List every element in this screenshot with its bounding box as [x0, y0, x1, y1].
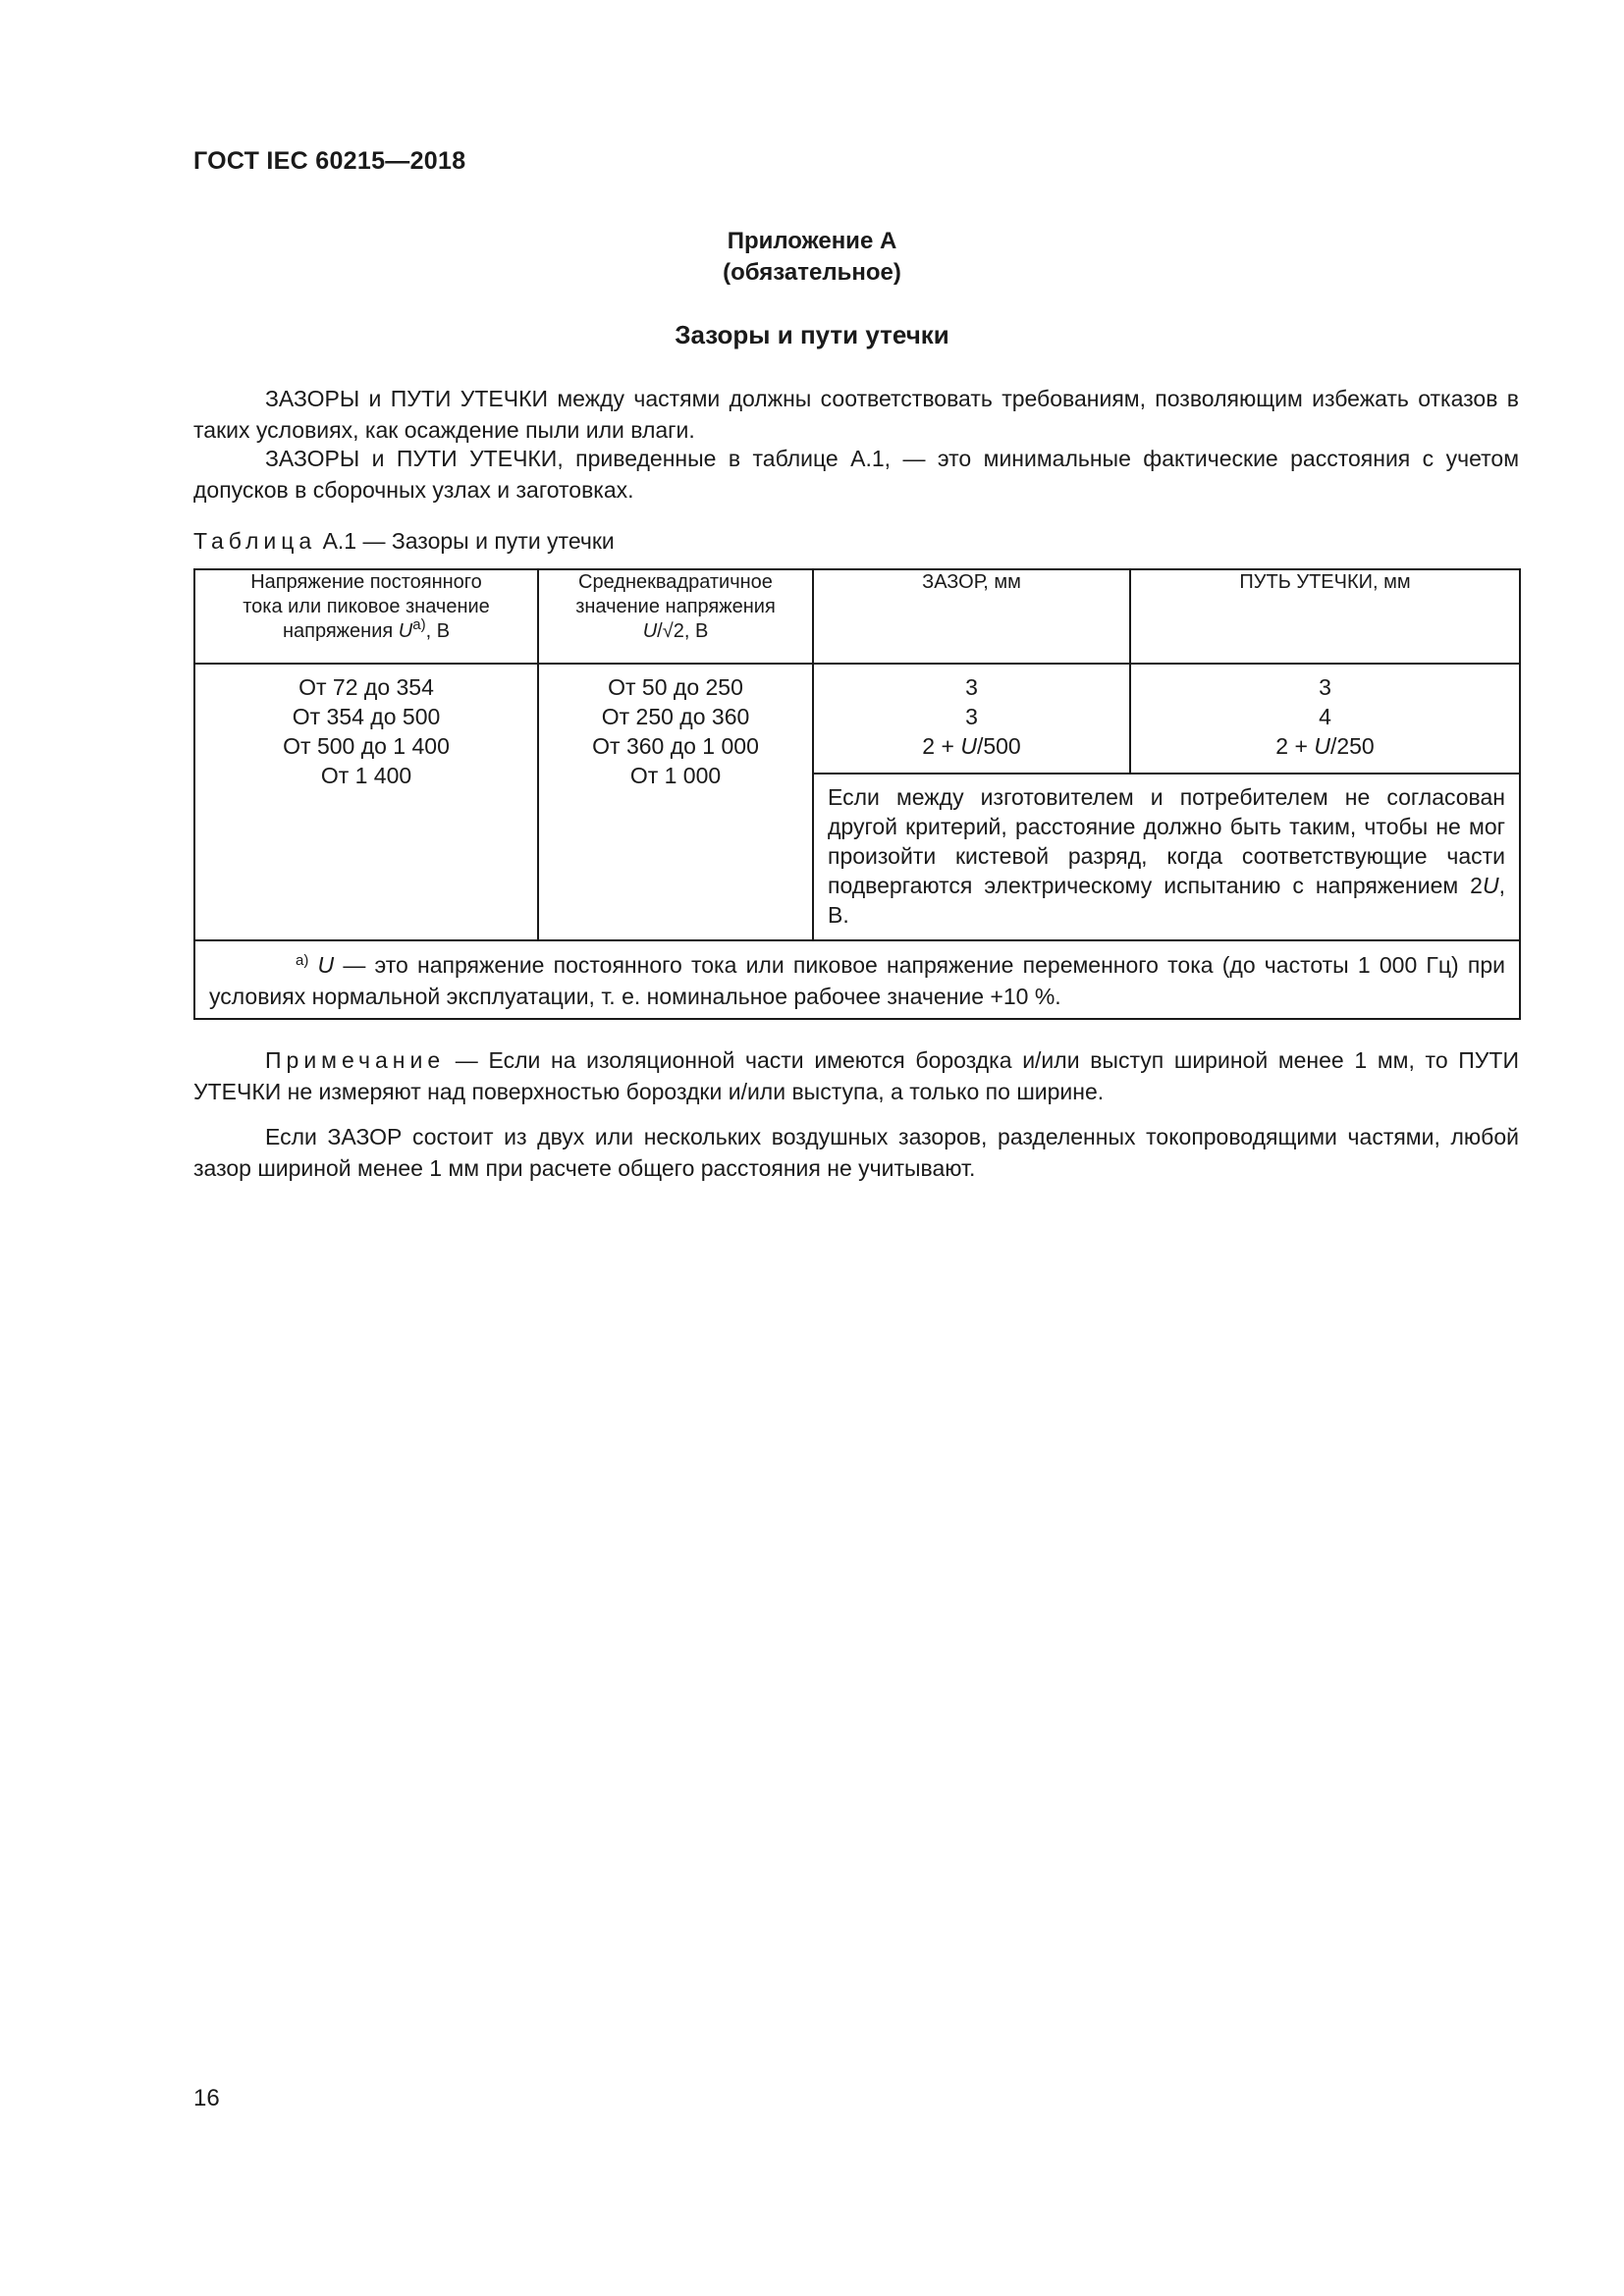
document-code: ГОСТ IEC 60215—2018 [193, 147, 466, 175]
note-text: — Если на изоляционной части имеются бороздка и/или выступ шириной менее 1 мм, то ПУТИ УТЕЧКИ не измеряют над поверхностью бороздки и/или выступа, а только по ширине. [193, 1047, 1519, 1104]
rms-voltage-4: От 1 000 [629, 763, 722, 788]
rms-voltage-2: От 250 до 360 [601, 704, 750, 729]
closing-paragraph-text: Если ЗАЗОР состоит из двух или нескольких воздушных зазоров, разделенных токопроводящими частями, любой зазор шириной менее 1 мм при расчете общего расстояния не учитывают. [193, 1124, 1519, 1181]
note-label: Примечание [265, 1047, 446, 1073]
creepage-1: 3 [1319, 674, 1331, 700]
header-dc-line2: тока или пиковое значение [243, 596, 490, 617]
creepage-2: 4 [1319, 704, 1331, 729]
merged-note-end: , В. [828, 873, 1505, 928]
clearance-formula-post: /500 [976, 733, 1021, 759]
rms-voltage-cell [538, 664, 813, 940]
dc-voltage-2: От 354 до 500 [292, 704, 441, 729]
footnote-text: — это напряжение постоянного тока или пиковое напряжение переменного тока (до частоты 1 000 Гц) при условиях нормальной эксплуатации, т. е. номинальное рабочее значение +10 %. [209, 952, 1505, 1009]
table-values-row [194, 664, 1520, 774]
rms-voltage-1: От 50 до 250 [608, 674, 743, 700]
clearance-formula-var: U [960, 733, 977, 759]
paragraph-1-text: ЗАЗОРЫ и ПУТИ УТЕЧКИ между частями должны соответствовать требованиям, позволяющим избежать отказов в таких условиях, как осаждение пыли или влаги. [193, 386, 1519, 443]
annex-title: Приложение А [727, 228, 897, 254]
header-rms-sqrt: /√2 [657, 620, 684, 642]
header-rms-var: U [642, 620, 658, 642]
creepage-formula-pre: 2 + [1275, 733, 1315, 759]
annex-heading [0, 226, 1624, 289]
header-rms-voltage [538, 569, 813, 664]
section-title: Зазоры и пути утечки [675, 320, 949, 349]
table-caption [193, 528, 615, 555]
dc-voltage-1: От 72 до 354 [298, 674, 434, 700]
header-dc-line1: Напряжение постоянного [250, 571, 482, 593]
annex-status: (обязательное) [723, 259, 901, 286]
clearance-1: 3 [965, 674, 978, 700]
closing-paragraph [193, 1121, 1519, 1184]
merged-note-var: U [1482, 873, 1499, 898]
header-rms-line2: значение напряжения [575, 596, 776, 617]
header-dc-line3: напряжения [282, 620, 399, 642]
header-dc-unit: , В [425, 620, 451, 642]
dc-voltage-cell [194, 664, 538, 940]
creepage-cell [1130, 664, 1520, 774]
clearance-2: 3 [965, 704, 978, 729]
table-caption-title: А.1 — Зазоры и пути утечки [316, 528, 615, 554]
header-rms-unit: , В [683, 620, 709, 642]
table-caption-label: Таблица [193, 528, 317, 554]
footnote-marker: а) [296, 952, 309, 969]
creepage-formula-var: U [1314, 733, 1330, 759]
table-header-row [194, 569, 1520, 664]
header-creepage: ПУТЬ УТЕЧКИ, мм [1130, 569, 1520, 664]
merged-note-cell [813, 774, 1520, 940]
header-dc-var: U [398, 620, 413, 642]
clearance-3 [814, 731, 1129, 761]
footnote-cell [194, 940, 1520, 1019]
creepage-formula-post: /250 [1329, 733, 1375, 759]
merged-note-text: Если между изготовителем и потребителем не согласован другой критерий, расстояние должно быть таким, чтобы не мог произойти кистевой разряд, когда соответствующие части подвергаются электрическому испытанию с напряжением 2 [828, 784, 1505, 898]
paragraph-2-text: ЗАЗОРЫ и ПУТИ УТЕЧКИ, приведенные в таблице А.1, — это минимальные фактические расстояния с учетом допусков в сборочных узлах и заготовках. [193, 446, 1519, 503]
clearance-table [193, 568, 1521, 1020]
creepage-3 [1131, 731, 1519, 761]
header-dc-voltage [194, 569, 538, 664]
dc-voltage-4: От 1 400 [320, 763, 412, 788]
dc-voltage-3: От 500 до 1 400 [283, 733, 450, 759]
footnote-var: U [317, 952, 335, 978]
paragraph-1 [193, 383, 1519, 446]
page-number: 16 [193, 2085, 220, 2111]
clearance-formula-pre: 2 + [922, 733, 961, 759]
clearance-cell [813, 664, 1130, 774]
table-footnote-row [194, 940, 1520, 1019]
header-dc-footnote-marker: а) [412, 616, 426, 633]
paragraph-2 [193, 443, 1519, 506]
rms-voltage-3: От 360 до 1 000 [592, 733, 759, 759]
header-rms-line1: Среднеквадратичное [578, 571, 773, 593]
note-paragraph [193, 1044, 1519, 1107]
header-clearance: ЗАЗОР, мм [813, 569, 1130, 664]
